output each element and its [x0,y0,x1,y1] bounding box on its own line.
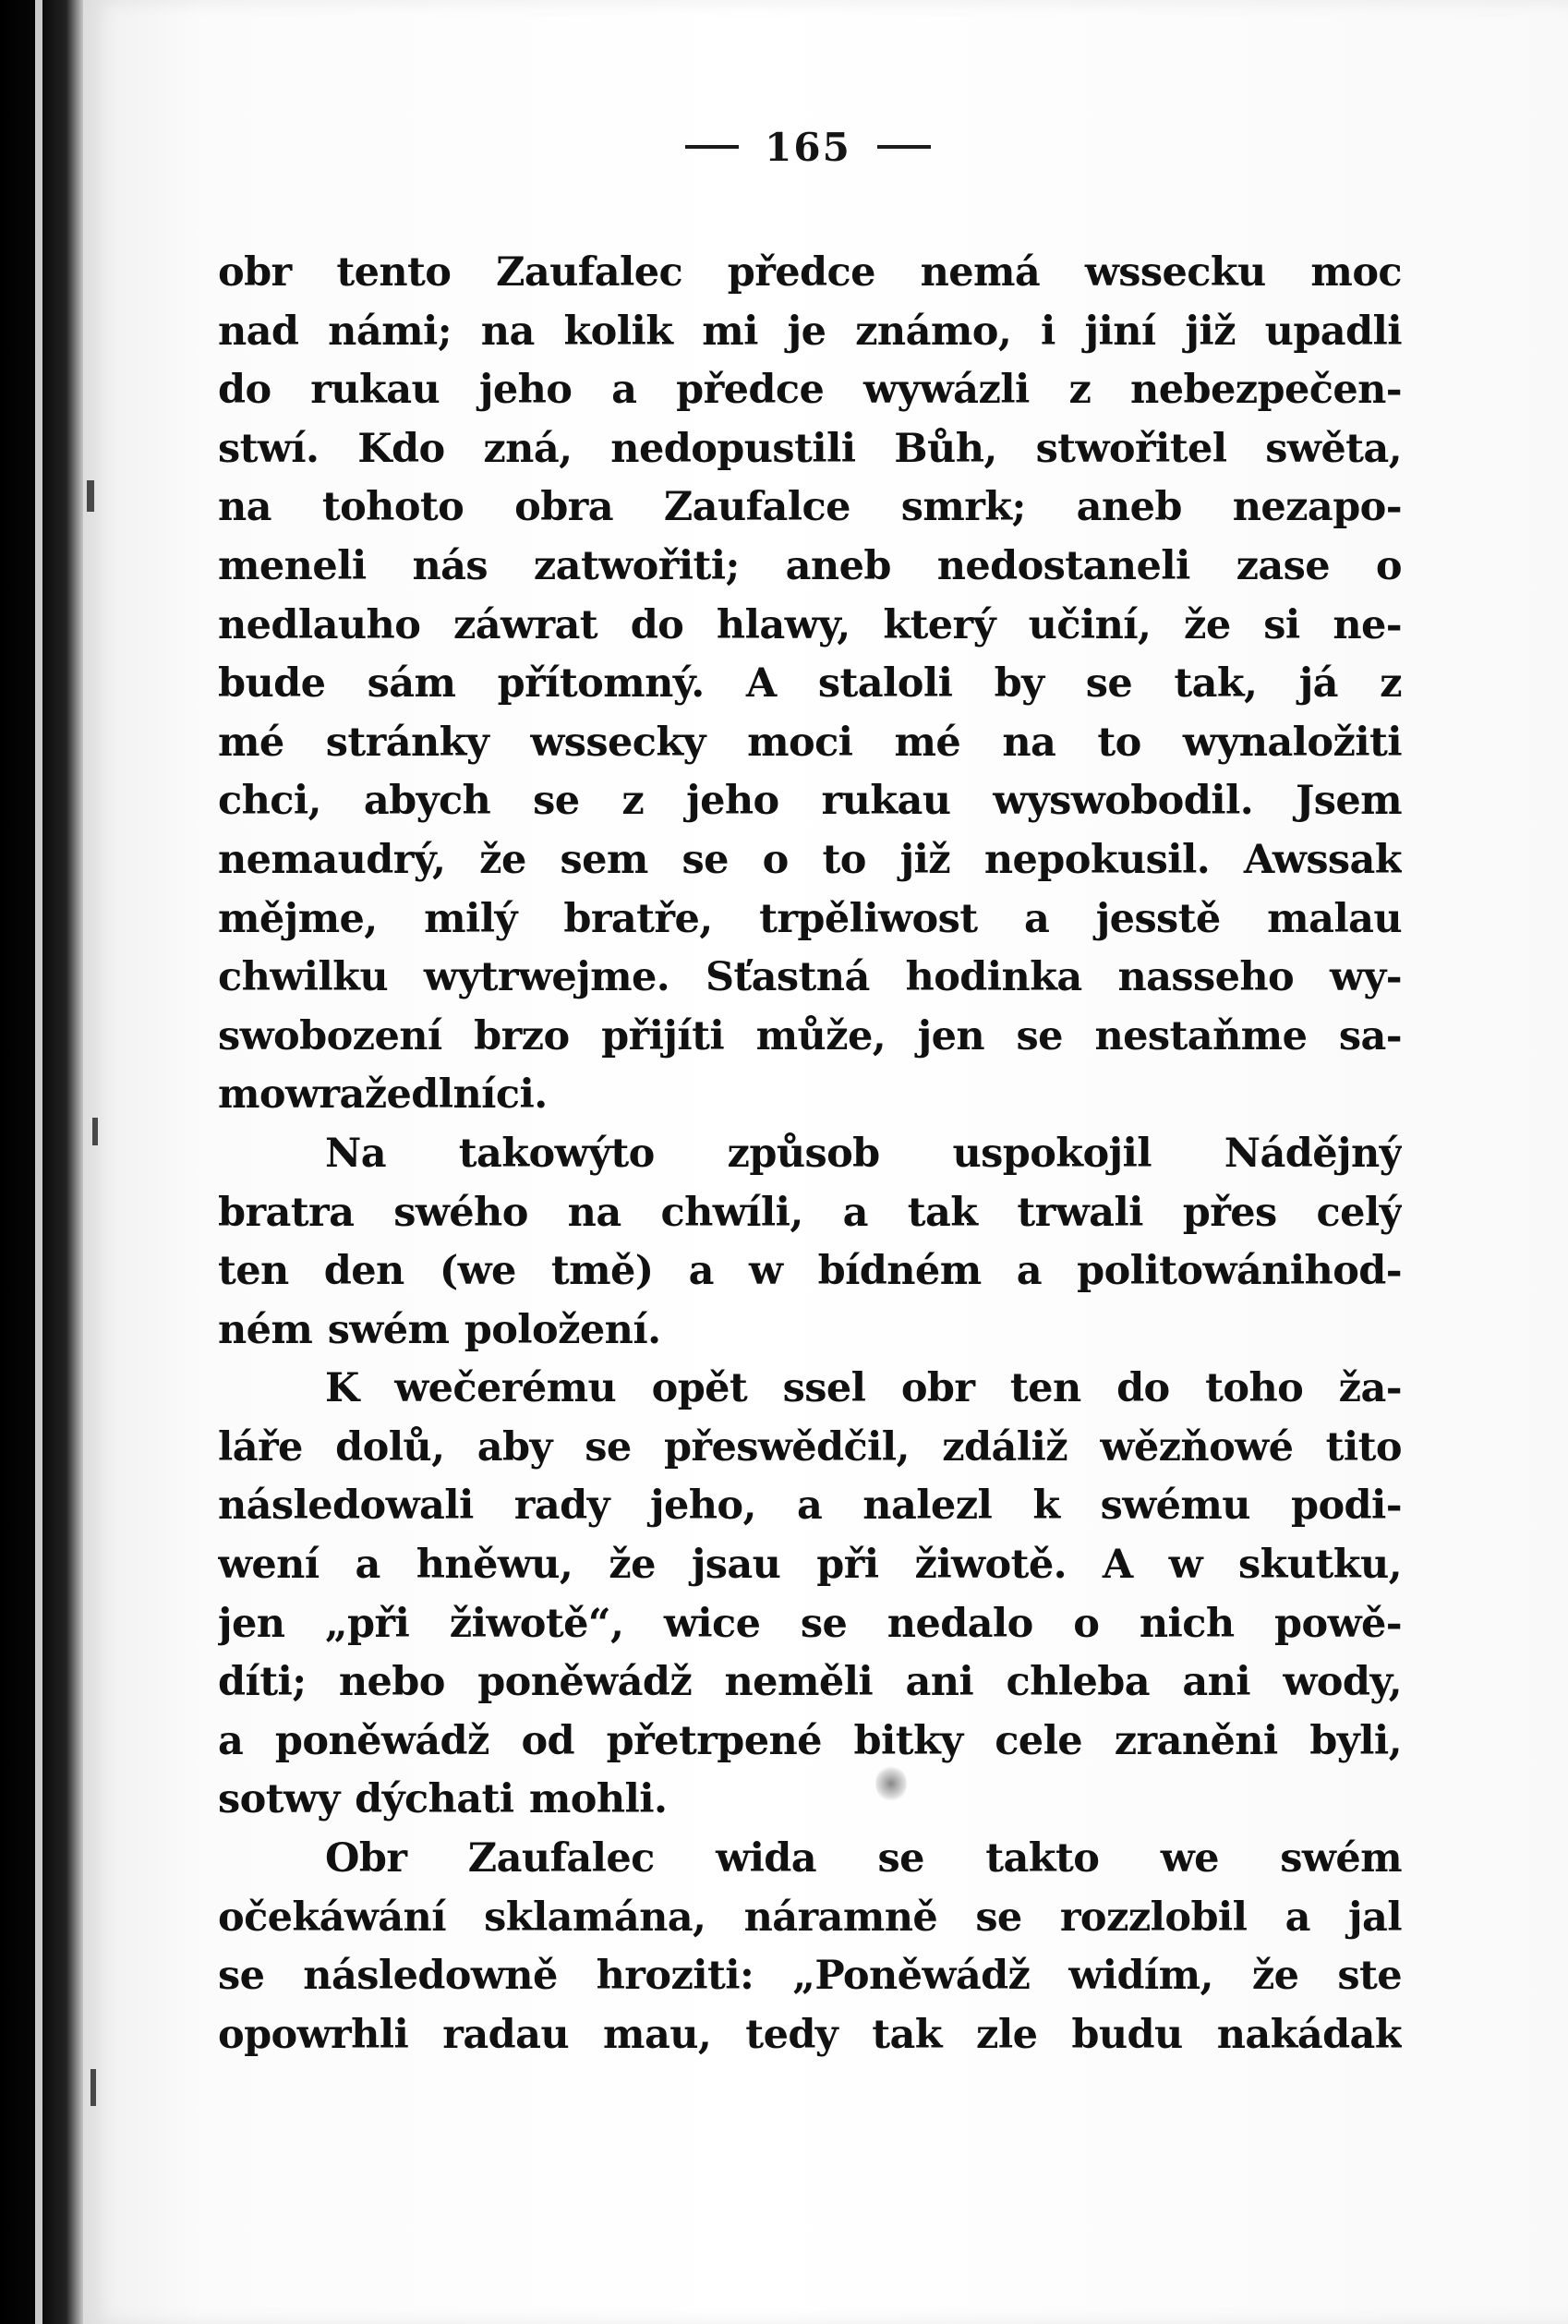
book-page [83,0,1568,2324]
text-line: láře dolů, aby se přeswědčil, zdáliž wězňowé tito [218,1423,1402,1471]
ink-spot [875,1764,907,1803]
text-line: mějme, milý bratře, trpěliwost a jesstě malau [218,895,1402,942]
text-line: do rukau jeho a předce wywázli z nebezpečen- [218,367,1402,414]
text-line: stwí. Kdo zná, nedopustili Bůh, stwořitel swěta, [218,425,1402,472]
text-line: nad námi; na kolik mi je známo, i jiní již upadli [218,308,1402,355]
paragraph-start-line: K wečerému opět ssel obr ten do toho ža- [325,1365,1402,1412]
text-line: obr tento Zaufalec předce nemá wssecku moc [218,249,1402,296]
text-line: opowrhli radau mau, tedy tak zle budu nakádak [218,2011,1402,2058]
scanner-edge [0,0,85,2324]
left-header-dash [685,145,739,149]
margin-mark [90,2069,96,2106]
text-line: swobození brzo přijíti může, jen se nestaňme sa- [218,1012,1402,1059]
right-header-dash [877,145,931,149]
text-line: ten den (we tmě) a w bídném a politowánihod- [218,1248,1402,1295]
text-line: wení a hněwu, že jsau při žiwotě. A w skutku, [218,1542,1402,1589]
paragraph-start-line: Na takowýto způsob uspokojil Nádějný [325,1130,1402,1177]
text-line: nemaudrý, že sem se o to již nepokusil. Awssak [218,836,1402,883]
text-line: a poněwádž od přetrpené bitky cele zraněni byli, [218,1717,1402,1764]
text-line: chci, abych se z jeho rukau wyswobodil. Jsem [218,778,1402,825]
text-line: následowali rady jeho, a nalezl k swému podi- [218,1483,1402,1530]
page-number: 165 [765,124,851,170]
text-line: se následowně hroziti: „Poněwádž widím, že ste [218,1953,1402,2000]
text-line: díti; nebo poněwádž neměli ani chleba ani wody, [218,1659,1402,1706]
text-line: nedlauho záwrat do hlawy, který učiní, že si ne- [218,601,1402,648]
scanner-light-line [35,0,42,2324]
text-line: očekáwání sklamána, náramně se rozzlobil a jal [218,1894,1402,1941]
text-line: meneli nás zatwořiti; aneb nedostaneli zase o [218,542,1402,589]
page-header [614,122,1002,172]
text-line: mowražedlníci. [218,1071,548,1119]
page-body-text [218,244,1402,2064]
text-line: jen „při žiwotě“, wice se nedalo o nich powě- [218,1600,1402,1647]
paragraph-start-line: Obr Zaufalec wida se takto we swém [325,1835,1402,1882]
text-line: chwilku wytrwejme. Sťastná hodinka nasseho wy- [218,954,1402,1001]
text-line: bratra swého na chwíli, a tak trwali přes celý [218,1189,1402,1236]
text-line: bude sám přítomný. A staloli by se tak, já z [218,660,1402,708]
margin-mark [92,1118,98,1145]
text-line: sotwy dýchati mohli. [218,1776,668,1823]
text-line: na tohoto obra Zaufalce smrk; aneb nezapo- [218,484,1402,531]
text-line: mé stránky wssecky moci mé na to wynaložiti [218,719,1402,766]
text-line: ném swém položení. [218,1306,661,1353]
margin-mark [87,480,94,512]
